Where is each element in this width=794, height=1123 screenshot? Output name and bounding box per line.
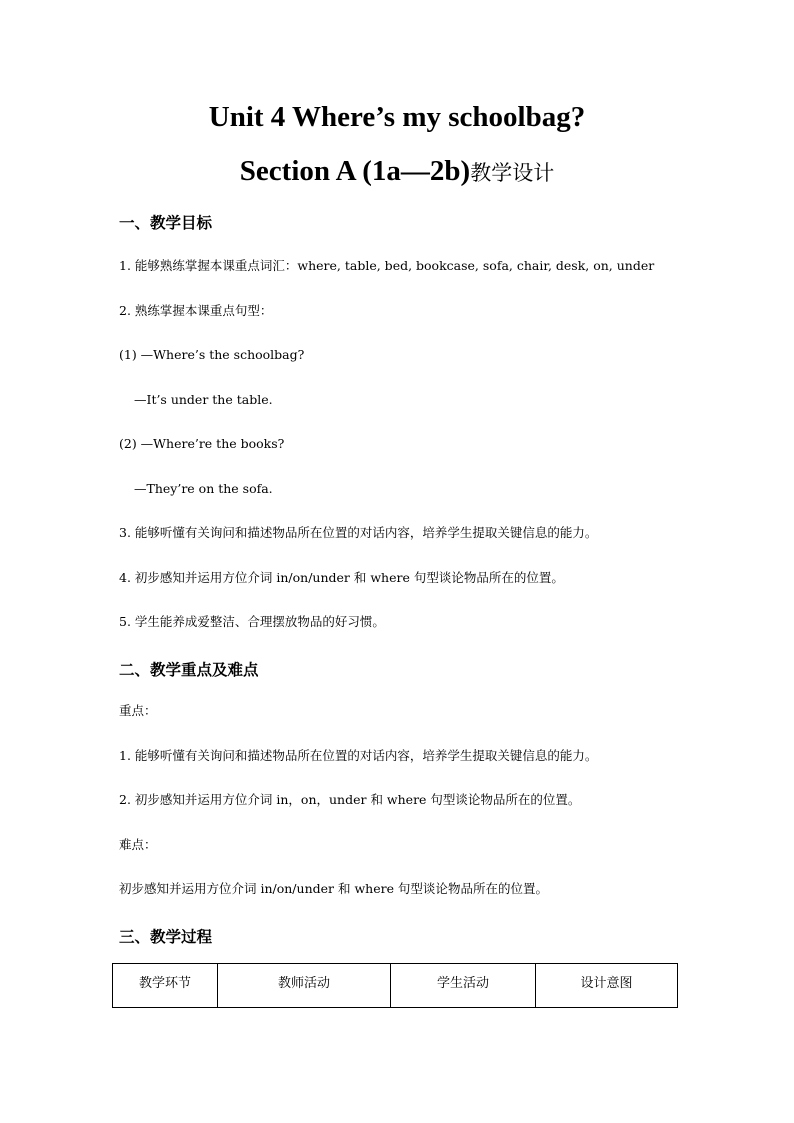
objective-line: 3. 能够听懂有关询问和描述物品所在位置的对话内容，培养学生提取关键信息的能力。 [119, 525, 598, 540]
key-points-label: 重点： [119, 703, 157, 718]
objective-line: —It’s under the table. [134, 392, 273, 407]
section-heading-objectives: 一、教学目标 [119, 214, 213, 232]
objective-line: (2) —Where’re the books? [119, 436, 285, 451]
key-point-line: 2. 初步感知并运用方位介词 in，on，under 和 where 句型谈论物品所在的位置。 [119, 792, 581, 807]
difficulty-line: 初步感知并运用方位介词 in/on/under 和 where 句型谈论物品所在的位置。 [119, 881, 548, 896]
table-header-row [113, 964, 678, 1008]
section-heading-key-points: 二、教学重点及难点 [119, 661, 259, 679]
document-subtitle [0, 155, 794, 188]
objective-line: —They’re on the sofa. [134, 481, 273, 496]
objective-line: 1. 能够熟练掌握本课重点词汇：where, table, bed, bookcase, sofa, chair, desk, on, under [119, 258, 655, 273]
key-point-line: 1. 能够听懂有关询问和描述物品所在位置的对话内容，培养学生提取关键信息的能力。 [119, 748, 598, 763]
table-header-cell: 教学环节 [113, 964, 218, 1008]
table-header-cell: 教师活动 [218, 964, 391, 1008]
document-title: Unit 4 Where’s my schoolbag? [208, 101, 586, 133]
teaching-process-table [112, 963, 678, 1008]
table-header-cell: 设计意图 [536, 964, 678, 1008]
difficulty-label: 难点： [119, 837, 157, 852]
subtitle-english: Section A (1a—2b) [239, 155, 471, 187]
table-header-cell: 学生活动 [391, 964, 536, 1008]
objective-line: 4. 初步感知并运用方位介词 in/on/under 和 where 句型谈论物品所在的位置。 [119, 570, 564, 585]
subtitle-chinese: 教学设计 [470, 161, 555, 185]
objective-line: 5. 学生能养成爱整洁、合理摆放物品的好习惯。 [119, 614, 385, 629]
section-heading-process: 三、教学过程 [119, 928, 213, 946]
objective-line: (1) —Where’s the schoolbag? [119, 347, 305, 362]
objective-line: 2. 熟练掌握本课重点句型： [119, 303, 273, 318]
